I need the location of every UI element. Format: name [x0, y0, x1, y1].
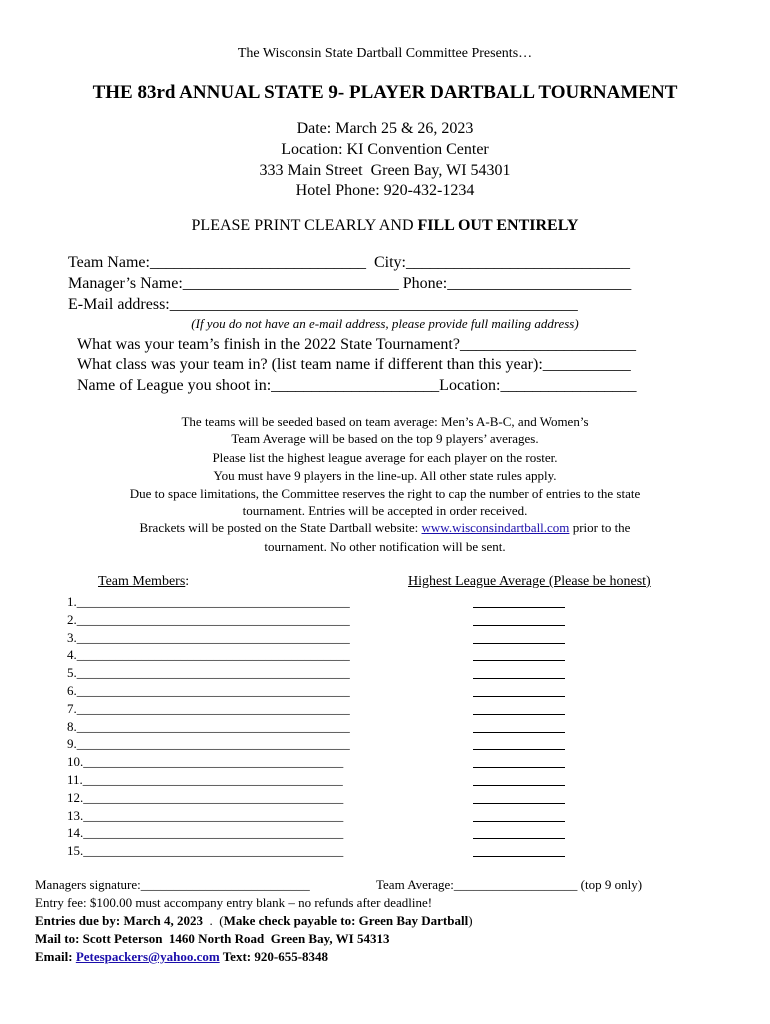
rule-line: You must have 9 players in the line-up. All other state rules apply.: [213, 468, 557, 483]
event-location: Location: KI Convention Center: [281, 141, 489, 158]
average-entry-line[interactable]: [473, 732, 565, 733]
roster-member-field[interactable]: 6.__________________________________________: [67, 683, 350, 698]
due-close: ): [468, 913, 473, 928]
roster-member-field[interactable]: 8.__________________________________________: [67, 718, 350, 734]
average-entry-line[interactable]: [473, 856, 565, 857]
team-average-field[interactable]: Team Average:___________________ (top 9 only): [376, 877, 643, 892]
average-entry-line[interactable]: [473, 803, 565, 804]
page-title: THE 83rd ANNUAL STATE 9- PLAYER DARTBALL TOURNAMENT: [92, 82, 678, 103]
class-question-field[interactable]: What class was your team in? (list team name if different than this year):___________: [77, 356, 631, 373]
check-payable: Make check payable to: Green Bay Dartball: [223, 913, 469, 928]
roster-member-field[interactable]: 10.________________________________________: [67, 754, 344, 770]
roster-member-field[interactable]: 3.__________________________________________: [67, 629, 350, 645]
contact-email-link[interactable]: Petespackers@yahoo.com: [75, 949, 220, 964]
roster-member-field[interactable]: 15.________________________________________: [67, 843, 344, 859]
team-city-field[interactable]: Team Name:___________________________ City:____________________________: [68, 254, 630, 271]
average-entry-line[interactable]: [473, 696, 565, 697]
manager-signature-field[interactable]: Managers signature:__________________________: [35, 877, 310, 892]
email-field[interactable]: E-Mail address:___________________________________________________: [68, 296, 578, 313]
roster-member-field[interactable]: 13.________________________________________: [67, 807, 344, 823]
rule-line: Please list the highest league average for each player on the roster.: [212, 450, 558, 465]
contact-line: [35, 949, 328, 965]
rule-text: prior to the: [569, 520, 631, 535]
roster-member-field[interactable]: 5.__________________________________________: [67, 665, 350, 681]
event-date: Date: March 25 & 26, 2023: [296, 120, 474, 137]
average-entry-line[interactable]: [473, 785, 565, 786]
rule-line: Due to space limitations, the Committee reserves the right to cap the number of entries to the state: [129, 486, 641, 501]
text-label: Text: 920-655-8348: [219, 949, 329, 964]
roster-member-field[interactable]: 14.________________________________________: [67, 825, 344, 841]
team-members-colon: :: [185, 574, 190, 589]
mail-to: Mail to: Scott Peterson 1460 North Road Green Bay, WI 54313: [35, 931, 390, 946]
website-link[interactable]: www.wisconsindartball.com: [421, 520, 570, 535]
roster-member-field[interactable]: 12.________________________________________: [67, 789, 344, 805]
average-entry-line[interactable]: [473, 660, 565, 661]
finish-question-field[interactable]: What was your team’s finish in the 2022 State Tournament?______________________: [77, 336, 636, 353]
roster-member-field[interactable]: 4.__________________________________________: [67, 647, 350, 663]
rule-line: Team Average will be based on the top 9 players’ averages.: [231, 431, 539, 446]
presents-line: The Wisconsin State Dartball Committee Presents…: [237, 46, 533, 61]
roster-member-field[interactable]: 7.__________________________________________: [67, 700, 350, 716]
average-entry-line[interactable]: [473, 625, 565, 626]
average-header: Highest League Average (Please be honest): [408, 574, 651, 589]
roster-member-field[interactable]: 9.__________________________________________: [67, 736, 350, 752]
average-entry-line[interactable]: [473, 607, 565, 608]
rule-text: Brackets will be posted on the State Dartball website:: [139, 520, 422, 535]
print-instruction-prefix: PLEASE PRINT CLEARLY AND: [191, 217, 418, 234]
average-entry-line[interactable]: [473, 838, 565, 839]
print-instruction: [0, 217, 770, 235]
average-entry-line[interactable]: [473, 643, 565, 644]
average-entry-line[interactable]: [473, 749, 565, 750]
roster-member-field[interactable]: 11.________________________________________: [67, 772, 343, 787]
entry-fee: Entry fee: $100.00 must accompany entry blank – no refunds after deadline!: [35, 895, 433, 910]
rule-line: The teams will be seeded based on team average: Men’s A-B-C, and Women’s: [181, 414, 589, 429]
roster-member-field[interactable]: 1.__________________________________________: [67, 594, 350, 609]
team-members-label: Team Members: [98, 574, 186, 589]
average-entry-line[interactable]: [473, 767, 565, 768]
due-date: Entries due by: March 4, 2023: [35, 913, 204, 928]
rule-line: tournament. No other notification will be sent.: [264, 539, 506, 554]
league-question-field[interactable]: Name of League you shoot in:_____________________Location:_________________: [77, 377, 637, 394]
email-note: (If you do not have an e-mail address, please provide full mailing address): [191, 316, 579, 331]
hotel-phone: Hotel Phone: 920-432-1234: [295, 182, 475, 199]
average-entry-line[interactable]: [473, 678, 565, 679]
average-entry-line[interactable]: [473, 714, 565, 715]
rule-line: tournament. Entries will be accepted in order received.: [242, 503, 528, 518]
rule-line: [0, 520, 770, 536]
roster-member-field[interactable]: 2.__________________________________________: [67, 611, 350, 627]
team-members-header: [98, 574, 189, 590]
print-instruction-emphasis: FILL OUT ENTIRELY: [417, 217, 579, 234]
average-entry-line[interactable]: [473, 821, 565, 822]
email-label: Email:: [35, 949, 76, 964]
due-sep: . (: [203, 913, 224, 928]
event-address: 333 Main Street Green Bay, WI 54301: [259, 162, 511, 179]
entries-due: [35, 913, 473, 929]
manager-phone-field[interactable]: Manager’s Name:___________________________ Phone:_______________________: [68, 275, 632, 292]
